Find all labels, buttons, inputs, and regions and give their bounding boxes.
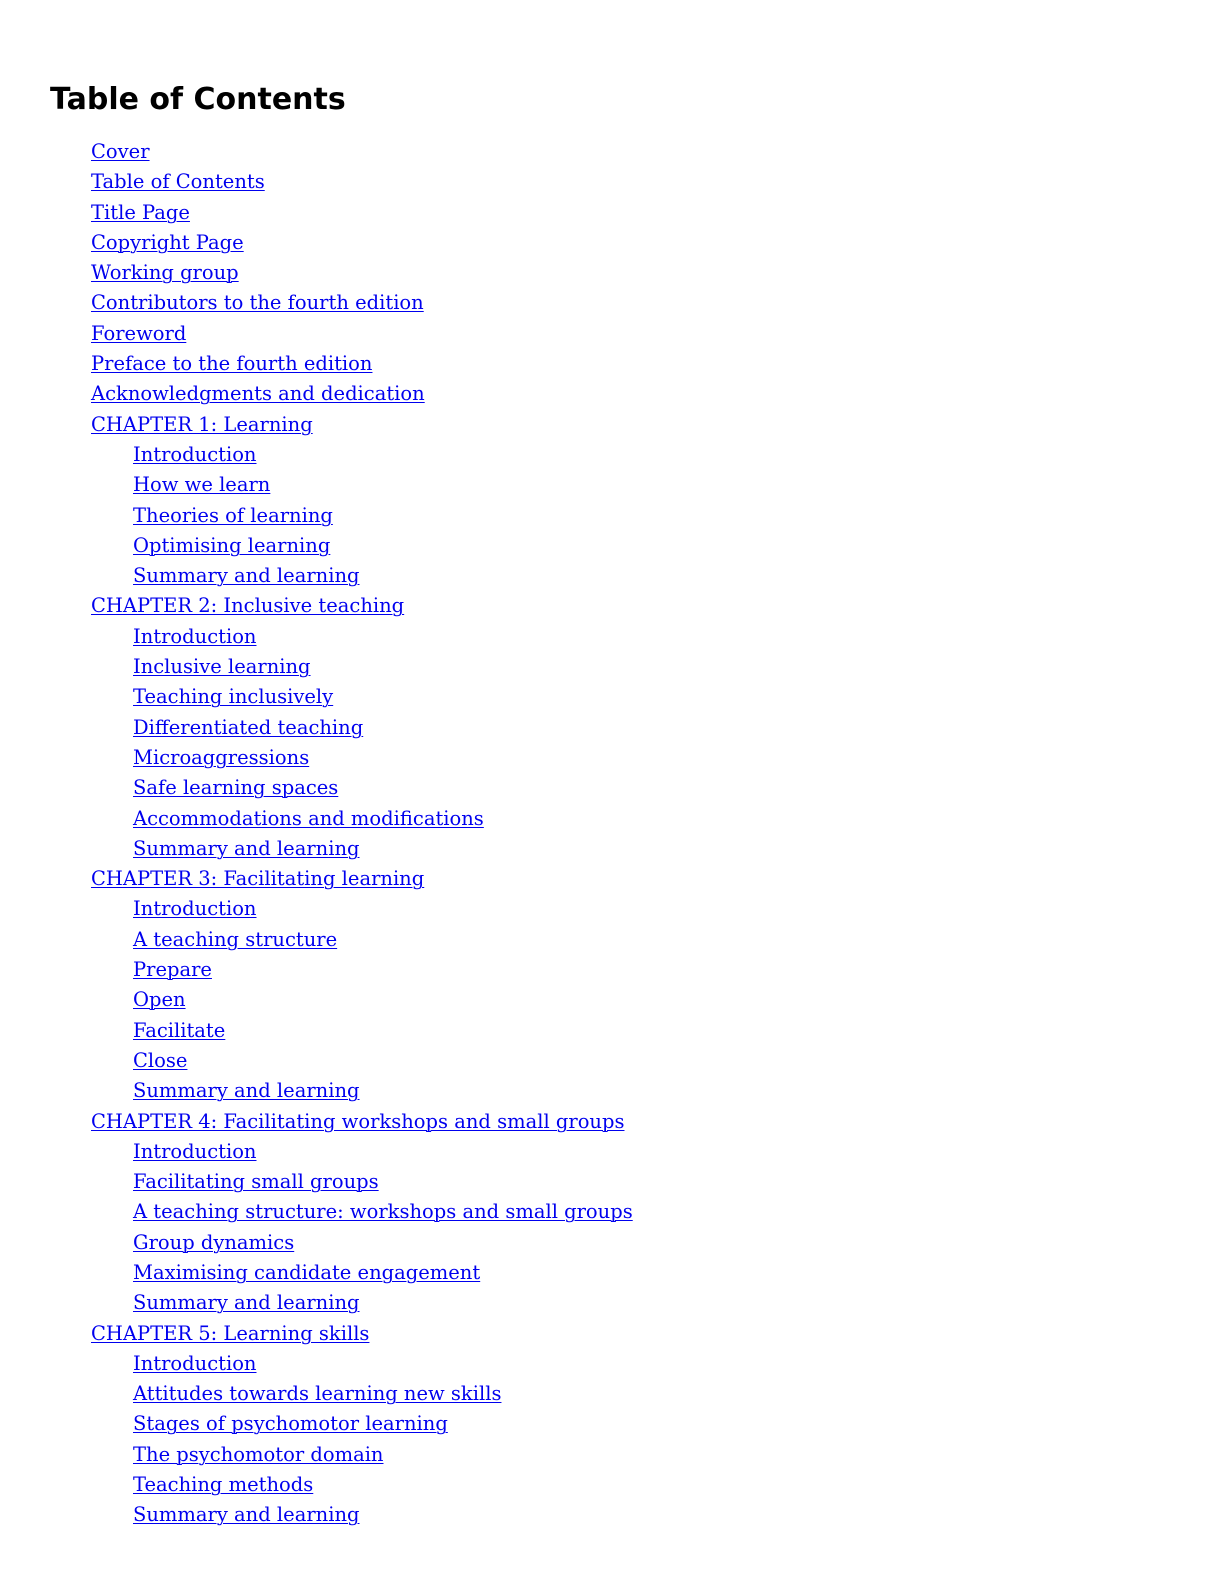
toc-sublink[interactable]: Teaching inclusively: [133, 685, 334, 709]
toc-entry: [0, 1319, 633, 1349]
toc-link[interactable]: CHAPTER 4: Facilitating workshops and small groups: [91, 1109, 625, 1133]
toc-link[interactable]: Foreword: [91, 321, 187, 345]
toc-sublink[interactable]: Facilitating small groups: [133, 1170, 379, 1194]
toc-sublink[interactable]: Group dynamics: [133, 1230, 295, 1254]
toc-subentry: [0, 925, 633, 955]
toc-sublink[interactable]: Introduction: [133, 624, 257, 648]
toc-entry: [0, 167, 633, 197]
toc-subentry: [0, 622, 633, 652]
toc-subentry: [0, 955, 633, 985]
toc-sublink[interactable]: Accommodations and modifications: [133, 806, 484, 830]
toc-subentry: [0, 773, 633, 803]
toc-subentry: [0, 1440, 633, 1470]
toc-sublink[interactable]: Safe learning spaces: [133, 776, 339, 800]
toc-entry: [0, 379, 633, 409]
toc-entry: [0, 228, 633, 258]
toc-sublink[interactable]: Facilitate: [133, 1018, 226, 1042]
toc-subentry: [0, 531, 633, 561]
toc-sublink[interactable]: The psychomotor domain: [133, 1442, 384, 1466]
toc-link[interactable]: CHAPTER 2: Inclusive teaching: [91, 594, 405, 618]
toc-link[interactable]: CHAPTER 5: Learning skills: [91, 1321, 370, 1345]
toc-sublink[interactable]: Attitudes towards learning new skills: [133, 1382, 502, 1406]
toc-sublink[interactable]: Introduction: [133, 1139, 257, 1163]
toc-sublink[interactable]: Inclusive learning: [133, 655, 311, 679]
toc-link[interactable]: CHAPTER 1: Learning: [91, 412, 313, 436]
toc-subentry: [0, 1076, 633, 1106]
toc-subentry: [0, 470, 633, 500]
toc-entry: [0, 258, 633, 288]
toc-sublink[interactable]: Teaching methods: [133, 1473, 314, 1497]
toc-sublink[interactable]: Theories of learning: [133, 503, 333, 527]
toc-link[interactable]: Contributors to the fourth edition: [91, 291, 424, 315]
toc-subentry: [0, 713, 633, 743]
toc-link[interactable]: Copyright Page: [91, 230, 244, 254]
toc-subentry: [0, 1288, 633, 1318]
toc-subentry: [0, 1016, 633, 1046]
toc-link[interactable]: Title Page: [91, 200, 190, 224]
toc-subentry: [0, 1379, 633, 1409]
page-title: Table of Contents: [50, 82, 346, 117]
toc-sublink[interactable]: Introduction: [133, 442, 257, 466]
toc-subentry: [0, 985, 633, 1015]
toc-sublink[interactable]: How we learn: [133, 473, 271, 497]
toc-sublink[interactable]: Introduction: [133, 1351, 257, 1375]
toc-subentry: [0, 652, 633, 682]
toc-subentry: [0, 440, 633, 470]
toc-sublink[interactable]: Introduction: [133, 897, 257, 921]
toc-entry: [0, 319, 633, 349]
toc-link[interactable]: Working group: [91, 261, 239, 285]
toc-entry: [0, 288, 633, 318]
toc-entry: [0, 1107, 633, 1137]
toc-subentry: [0, 1167, 633, 1197]
toc-subentry: [0, 1046, 633, 1076]
toc-entry: [0, 410, 633, 440]
toc-entry: [0, 198, 633, 228]
toc-subentry: [0, 682, 633, 712]
toc-link[interactable]: Acknowledgments and dedication: [91, 382, 425, 406]
toc-subentry: [0, 743, 633, 773]
toc-subentry: [0, 1409, 633, 1439]
toc-link[interactable]: CHAPTER 3: Facilitating learning: [91, 867, 425, 891]
toc-sublink[interactable]: Close: [133, 1048, 188, 1072]
toc-sublink[interactable]: Open: [133, 988, 186, 1012]
toc-entry: [0, 864, 633, 894]
toc-subentry: [0, 804, 633, 834]
toc-sublink[interactable]: Summary and learning: [133, 836, 360, 860]
toc-subentry: [0, 1258, 633, 1288]
toc-sublink[interactable]: Summary and learning: [133, 564, 360, 588]
toc-link[interactable]: Table of Contents: [91, 170, 265, 194]
toc-sublink[interactable]: Microaggressions: [133, 745, 310, 769]
toc-link[interactable]: Preface to the fourth edition: [91, 352, 373, 376]
toc-sublink[interactable]: A teaching structure: workshops and small groups: [133, 1200, 633, 1224]
toc-entry: [0, 591, 633, 621]
toc-subentry: [0, 561, 633, 591]
toc-sublink[interactable]: Prepare: [133, 958, 212, 982]
toc-sublink[interactable]: Summary and learning: [133, 1079, 360, 1103]
toc-subentry: [0, 834, 633, 864]
toc-subentry: [0, 1137, 633, 1167]
toc-subentry: [0, 1349, 633, 1379]
toc-subentry: [0, 1197, 633, 1227]
toc-entry: [0, 349, 633, 379]
toc-sublink[interactable]: Stages of psychomotor learning: [133, 1412, 448, 1436]
toc-sublink[interactable]: Summary and learning: [133, 1503, 360, 1527]
toc-sublink[interactable]: A teaching structure: [133, 927, 338, 951]
toc-subentry: [0, 894, 633, 924]
toc-sublink[interactable]: Optimising learning: [133, 533, 331, 557]
toc-sublink[interactable]: Differentiated teaching: [133, 715, 364, 739]
toc-subentry: [0, 1228, 633, 1258]
toc-sublink[interactable]: Summary and learning: [133, 1291, 360, 1315]
toc-subentry: [0, 501, 633, 531]
toc-subentry: [0, 1500, 633, 1530]
toc-entry: [0, 137, 633, 167]
toc-list: [0, 137, 633, 1531]
toc-subentry: [0, 1470, 633, 1500]
toc-sublink[interactable]: Maximising candidate engagement: [133, 1260, 481, 1284]
toc-link[interactable]: Cover: [91, 140, 150, 163]
